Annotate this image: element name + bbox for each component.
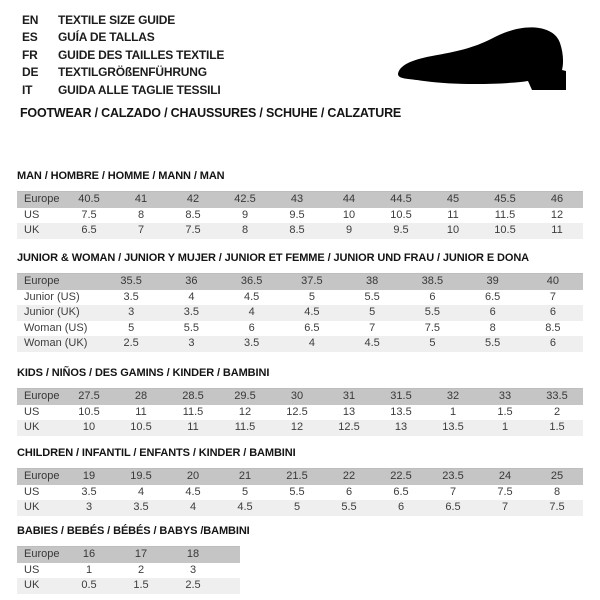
size-value-cell: 7.5 [402,321,462,337]
size-table-block-man [17,170,583,239]
size-value-cell: 28 [115,389,167,405]
row-label: US [17,485,63,501]
size-value-cell: 44.5 [375,192,427,208]
size-value-cell: 22.5 [375,469,427,485]
size-table-row [17,336,583,352]
size-table-title: KIDS / NIÑOS / DES GAMINS / KINDER / BAMBINI [17,367,270,379]
size-value-cell: 5.5 [463,336,523,352]
size-value-cell: 32 [427,389,479,405]
size-value-cell: 4.5 [219,500,271,516]
size-value-cell: 10 [323,208,375,224]
size-value-cell: 22 [323,469,375,485]
size-value-cell: 42 [167,192,219,208]
size-value-cell: 13 [323,405,375,421]
size-value-cell: 6.5 [282,321,342,337]
size-value-cell: 2.5 [101,336,161,352]
size-value-cell: 6 [375,500,427,516]
size-value-cell: 1.5 [115,578,167,594]
row-label: Junior (UK) [17,305,101,321]
size-value-cell: 6 [523,336,583,352]
size-value-cell: 3 [167,563,219,579]
size-value-cell: 45.5 [479,192,531,208]
size-value-cell: 11.5 [479,208,531,224]
size-value-cell: 36 [161,274,221,290]
size-table-block-junior-woman [17,252,583,352]
size-table-block-kids [17,367,583,436]
size-value-cell: 4 [167,500,219,516]
size-value-cell: 6 [523,305,583,321]
size-value-cell: 5.5 [342,290,402,306]
row-label: Europe [17,469,63,485]
size-value-cell: 5.5 [323,500,375,516]
row-label: Europe [17,389,63,405]
size-value-cell: 1.5 [479,405,531,421]
language-row-it [22,81,224,99]
size-value-cell: 8 [463,321,523,337]
size-value-cell: 2 [115,563,167,579]
size-value-cell: 7.5 [479,485,531,501]
size-value-cell: 6 [222,321,282,337]
size-value-cell: 42.5 [219,192,271,208]
size-table-row [17,420,583,436]
size-value-cell: 10.5 [375,208,427,224]
size-value-cell: 28.5 [167,389,219,405]
language-row-fr [22,46,224,64]
size-value-cell: 7 [427,485,479,501]
size-value-cell: 36.5 [222,274,282,290]
size-value-cell: 16 [63,547,115,563]
spacer-cell [219,563,240,579]
size-table-row [17,321,583,337]
size-table-children [17,468,583,516]
size-value-cell: 11.5 [219,420,271,436]
size-table-row [17,208,583,224]
size-value-cell: 3.5 [101,290,161,306]
size-table-row [17,485,583,501]
size-value-cell: 12.5 [271,405,323,421]
size-value-cell: 7 [479,500,531,516]
size-value-cell: 8.5 [271,223,323,239]
size-value-cell: 12.5 [323,420,375,436]
size-value-cell: 7.5 [63,208,115,224]
size-value-cell: 10.5 [479,223,531,239]
size-value-cell: 21 [219,469,271,485]
row-label: Woman (UK) [17,336,101,352]
size-value-cell: 11 [167,420,219,436]
size-table-row [17,563,240,579]
size-value-cell: 6.5 [375,485,427,501]
size-value-cell: 5 [402,336,462,352]
row-label: UK [17,420,63,436]
size-value-cell: 20 [167,469,219,485]
size-value-cell: 13.5 [375,405,427,421]
size-value-cell: 41 [115,192,167,208]
size-value-cell: 5.5 [161,321,221,337]
size-value-cell: 9 [323,223,375,239]
size-value-cell: 4.5 [222,290,282,306]
row-label: US [17,405,63,421]
size-value-cell: 6 [323,485,375,501]
size-value-cell: 10 [63,420,115,436]
language-row-de [22,64,224,82]
size-value-cell: 6 [463,305,523,321]
size-value-cell: 6 [402,290,462,306]
size-value-cell: 1 [479,420,531,436]
size-table-header-row [17,274,583,290]
size-value-cell: 4.5 [167,485,219,501]
spacer-cell [219,578,240,594]
size-value-cell: 27.5 [63,389,115,405]
size-table-babies [17,546,240,594]
size-value-cell: 10 [427,223,479,239]
size-value-cell: 35.5 [101,274,161,290]
size-table-kids [17,388,583,436]
size-table-header-row [17,547,240,563]
size-value-cell: 6.5 [427,500,479,516]
size-value-cell: 11 [115,405,167,421]
size-value-cell: 13 [375,420,427,436]
row-label: Europe [17,547,63,563]
size-value-cell: 18 [167,547,219,563]
size-value-cell: 7.5 [531,500,583,516]
size-value-cell: 4 [161,290,221,306]
size-value-cell: 8 [531,485,583,501]
size-value-cell: 9.5 [271,208,323,224]
size-table-header-row [17,192,583,208]
size-value-cell: 44 [323,192,375,208]
size-value-cell: 23.5 [427,469,479,485]
size-value-cell: 3 [63,500,115,516]
size-value-cell: 38 [342,274,402,290]
size-value-cell: 13.5 [427,420,479,436]
size-value-cell: 3 [101,305,161,321]
row-label: Europe [17,274,101,290]
size-value-cell: 3.5 [63,485,115,501]
size-value-cell: 4.5 [342,336,402,352]
row-label: UK [17,223,63,239]
size-table-man [17,191,583,239]
language-code: IT [22,82,33,97]
size-value-cell: 1.5 [531,420,583,436]
category-heading: FOOTWEAR / CALZADO / CHAUSSURES / SCHUHE / CALZATURE [20,106,402,120]
size-value-cell: 38.5 [402,274,462,290]
size-value-cell: 7.5 [167,223,219,239]
size-value-cell: 21.5 [271,469,323,485]
size-value-cell: 37.5 [282,274,342,290]
size-value-cell: 24 [479,469,531,485]
size-value-cell: 7 [115,223,167,239]
size-value-cell: 46 [531,192,583,208]
size-value-cell: 2.5 [167,578,219,594]
size-value-cell: 5 [219,485,271,501]
language-code: DE [22,65,39,80]
size-table-row [17,500,583,516]
size-value-cell: 9 [219,208,271,224]
size-value-cell: 5 [282,290,342,306]
size-value-cell: 45 [427,192,479,208]
size-value-cell: 5.5 [402,305,462,321]
language-label: GUÍA DE TALLAS [58,30,155,45]
size-table-header-row [17,469,583,485]
language-row-en [22,11,224,29]
size-value-cell: 8.5 [167,208,219,224]
size-table-row [17,405,583,421]
size-value-cell: 1 [427,405,479,421]
language-row-es [22,29,224,47]
size-value-cell: 6.5 [463,290,523,306]
size-value-cell: 8 [115,208,167,224]
size-value-cell: 3.5 [115,500,167,516]
size-value-cell: 39 [463,274,523,290]
language-code: FR [22,47,38,62]
row-label: UK [17,500,63,516]
size-table-block-children [17,447,583,516]
size-table-row [17,223,583,239]
size-table-row [17,290,583,306]
size-value-cell: 12 [271,420,323,436]
language-code: EN [22,12,39,27]
size-value-cell: 10.5 [115,420,167,436]
size-value-cell: 6.5 [63,223,115,239]
language-code: ES [22,30,38,45]
size-table-title: JUNIOR & WOMAN / JUNIOR Y MUJER / JUNIOR ET FEMME / JUNIOR UND FRAU / JUNIOR E DONA [17,252,530,264]
language-label: TEXTILE SIZE GUIDE [58,12,176,27]
size-value-cell: 5.5 [271,485,323,501]
size-value-cell: 12 [219,405,271,421]
size-value-cell: 11 [427,208,479,224]
size-value-cell: 7 [342,321,402,337]
size-value-cell: 40.5 [63,192,115,208]
size-value-cell: 7 [523,290,583,306]
size-value-cell: 30 [271,389,323,405]
row-label: Europe [17,192,63,208]
row-label: US [17,208,63,224]
size-value-cell: 19 [63,469,115,485]
size-value-cell: 5 [101,321,161,337]
language-label: GUIDA ALLE TAGLIE TESSILI [58,82,221,97]
language-label: TEXTILGRÖßENFÜHRUNG [58,65,207,80]
size-table-title: MAN / HOMBRE / HOMME / MANN / MAN [17,170,225,182]
row-label: US [17,563,63,579]
row-label: UK [17,578,63,594]
size-value-cell: 3.5 [222,336,282,352]
size-value-cell: 40 [523,274,583,290]
size-value-cell: 12 [531,208,583,224]
size-value-cell: 5 [342,305,402,321]
size-table-title: BABIES / BEBÉS / BÉBÉS / BABYS /BAMBINI [17,525,250,537]
size-table-block-babies [17,525,250,594]
size-value-cell: 43 [271,192,323,208]
size-value-cell: 1 [63,563,115,579]
size-value-cell: 31.5 [375,389,427,405]
size-table-header-row [17,389,583,405]
row-label: Woman (US) [17,321,101,337]
size-value-cell: 9.5 [375,223,427,239]
row-label: Junior (US) [17,290,101,306]
size-value-cell: 3.5 [161,305,221,321]
size-value-cell: 0.5 [63,578,115,594]
language-label: GUIDE DES TAILLES TEXTILE [58,47,225,62]
size-value-cell: 33 [479,389,531,405]
spacer-cell [219,547,240,563]
size-value-cell: 11 [531,223,583,239]
size-table-junior-woman [17,273,583,352]
size-table-row [17,305,583,321]
dress-shoe-icon [393,22,575,100]
size-value-cell: 25 [531,469,583,485]
size-value-cell: 3 [161,336,221,352]
size-value-cell: 4 [282,336,342,352]
size-value-cell: 10.5 [63,405,115,421]
size-value-cell: 4 [115,485,167,501]
size-value-cell: 4 [222,305,282,321]
size-value-cell: 29.5 [219,389,271,405]
size-value-cell: 8 [219,223,271,239]
size-value-cell: 33.5 [531,389,583,405]
size-value-cell: 4.5 [282,305,342,321]
size-value-cell: 17 [115,547,167,563]
size-value-cell: 19.5 [115,469,167,485]
size-value-cell: 2 [531,405,583,421]
size-value-cell: 8.5 [523,321,583,337]
size-table-row [17,578,240,594]
size-table-title: CHILDREN / INFANTIL / ENFANTS / KINDER / BAMBINI [17,447,296,459]
size-value-cell: 31 [323,389,375,405]
size-value-cell: 5 [271,500,323,516]
language-list [22,11,224,99]
size-value-cell: 11.5 [167,405,219,421]
